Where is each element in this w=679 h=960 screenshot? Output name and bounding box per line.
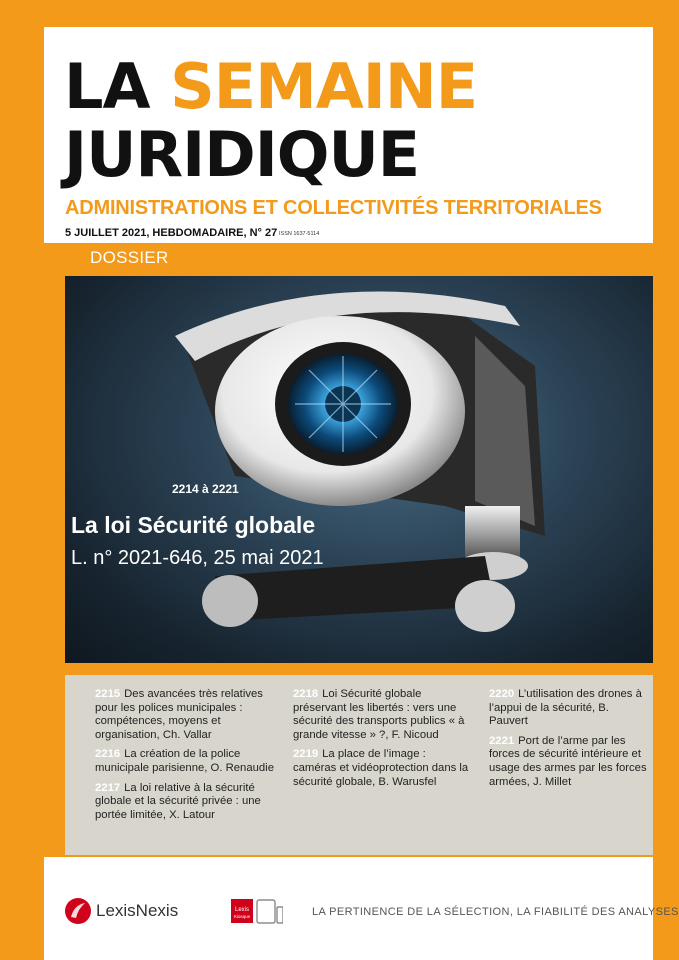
toc-item-text: La création de la police municipale parisienne, O. Renaudie bbox=[95, 748, 274, 774]
tagline: LA PERTINENCE DE LA SÉLECTION, LA FIABILITÉ DES ANALYSES bbox=[312, 906, 679, 918]
title-semaine: SEMAINE bbox=[170, 50, 478, 123]
security-camera-illustration bbox=[65, 276, 653, 663]
toc-item[interactable] bbox=[293, 688, 469, 742]
toc-item-text: L’utilisation des drones à l’appui de la sécurité, B. Pauvert bbox=[489, 688, 642, 728]
dossier-range: 2214 à 2221 bbox=[172, 482, 239, 496]
masthead-title-line1 bbox=[64, 50, 478, 123]
toc-column-2 bbox=[293, 688, 469, 795]
cover-headline: La loi Sécurité globale bbox=[71, 512, 316, 538]
toc-item-text: La loi relative à la sécurité globale et la sécurité privée : une portée limitée, X. Latour bbox=[95, 781, 261, 821]
title-la: LA bbox=[64, 50, 150, 123]
toc-item[interactable] bbox=[95, 782, 275, 823]
table-of-contents bbox=[65, 675, 653, 855]
law-reference: L. n° 2021-646, 25 mai 2021 bbox=[71, 547, 324, 569]
toc-item-number: 2218 bbox=[293, 688, 319, 700]
svg-text:Lexis: Lexis bbox=[234, 907, 250, 913]
toc-item-number: 2217 bbox=[95, 781, 121, 794]
toc-item-number: 2219 bbox=[293, 748, 319, 761]
cover-photo-camera bbox=[65, 276, 653, 663]
toc-column-3 bbox=[489, 688, 649, 795]
toc-item-number: 2220 bbox=[489, 688, 515, 700]
issn: ISSN 1637-5114 bbox=[279, 231, 320, 237]
toc-item[interactable] bbox=[95, 748, 275, 775]
toc-item-number: 2216 bbox=[95, 748, 121, 761]
toc-item-text: Port de l’arme par les forces de sécurité intérieure et usage des armes par les forces armées, J. Millet bbox=[489, 734, 647, 788]
masthead-title-line2: JURIDIQUE bbox=[64, 118, 420, 191]
lexis-kiosque-icon bbox=[231, 897, 283, 925]
toc-item-text: Des avancées très relatives pour les polices municipales : compétences, moyens et organisation, Ch. Vallar bbox=[95, 688, 263, 741]
masthead-subtitle: ADMINISTRATIONS ET COLLECTIVITÉS TERRITORIALES bbox=[65, 197, 602, 219]
lexisnexis-logo-icon bbox=[64, 897, 92, 925]
toc-item[interactable] bbox=[489, 735, 649, 789]
toc-item[interactable] bbox=[95, 688, 275, 742]
toc-column-1 bbox=[95, 688, 275, 828]
toc-item-text: La place de l’image : caméras et vidéoprotection dans la sécurité globale, B. Warusfel bbox=[293, 748, 469, 788]
toc-item-number: 2221 bbox=[489, 734, 515, 747]
publisher-name: LexisNexis bbox=[96, 901, 179, 920]
toc-item-number: 2215 bbox=[95, 688, 121, 700]
edition-info: 5 JUILLET 2021, HEBDOMADAIRE, N° 27 bbox=[65, 227, 278, 239]
toc-item[interactable] bbox=[293, 748, 469, 789]
section-label: DOSSIER bbox=[90, 248, 169, 267]
toc-item[interactable] bbox=[489, 688, 649, 729]
toc-item-text: Loi Sécurité globale préservant les libertés : vers une sécurité des transports publics « à grande vitesse » ?, F. Nicoud bbox=[293, 688, 465, 741]
svg-text:Kiosque: Kiosque bbox=[233, 914, 251, 919]
